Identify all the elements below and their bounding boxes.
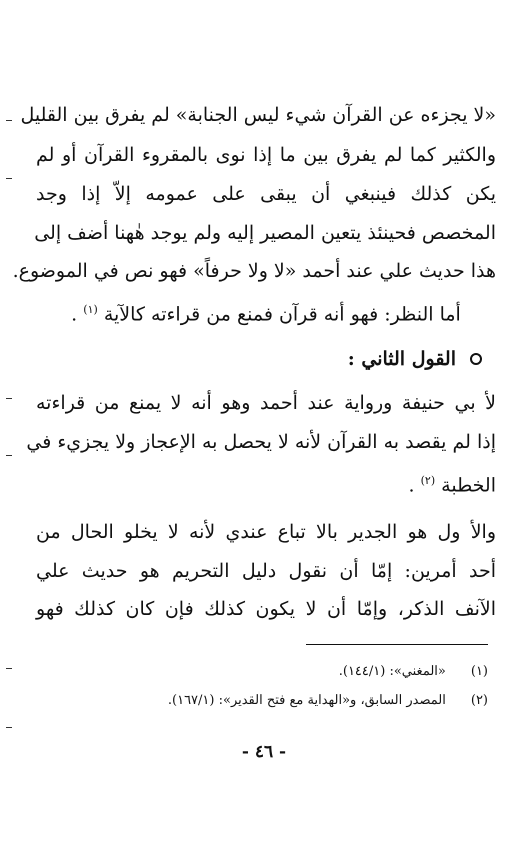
period: .	[71, 303, 78, 326]
scan-margin-mark	[6, 398, 12, 399]
body-line-centered	[36, 295, 496, 325]
scan-margin-mark	[6, 455, 12, 456]
body-line: أحد أمرين: إمّا أن نقول دليل التحريم هو حديث علي	[36, 560, 496, 582]
footnote-text: المصدر السابق، و«الهداية مع فتح القدير»: (١٦٧/١).	[167, 693, 446, 708]
footnote-divider	[306, 644, 488, 645]
body-line: هذا حديث علي عند أحمد «لا ولا حرفاً» فهو نص في الموضوع.	[12, 260, 496, 282]
period: .	[408, 474, 415, 497]
body-line: والكثير كما لم يفرق بين ما إذا نوى بالمقروء القرآن أو لم	[36, 144, 496, 166]
footnote-ref: (٢)	[420, 474, 436, 487]
footnote	[36, 661, 488, 683]
footnote-number: (٢)	[470, 693, 488, 708]
body-text: أما النظر: فهو أنه قرآن فمنع من قراءته كالآية	[103, 303, 461, 326]
body-line: المخصص فحينئذ يتعين المصير إليه ولم يوجد هٰهنا أضف إلى	[34, 222, 496, 244]
body-line-last	[36, 466, 496, 496]
body-line: إذا لم يقصد به القرآن لأنه لا يحصل به الإعجاز ولا يجزيء في	[26, 431, 496, 453]
page-number: - ٤٦ -	[241, 742, 287, 762]
body-line: والأ ول هو الجدير بالا تباع عندي لأنه لا يخلو الحال من	[36, 521, 496, 543]
body-text: الخطبة	[441, 474, 496, 497]
body-line: لأ بي حنيفة ورواية عند أحمد وهو أنه لا يمنع من قراءته	[36, 392, 496, 414]
footnote-number: (١)	[470, 664, 488, 679]
scan-margin-mark	[6, 120, 12, 121]
footnote-ref: (١)	[83, 303, 98, 316]
body-line: الآنف الذكر، وإمّا أن لا يكون كذلك فإن كان كذلك فهو	[36, 598, 496, 620]
footnote-text: «المغني»: (١٤٤/١).	[338, 664, 446, 679]
scan-margin-mark	[6, 668, 12, 669]
scan-margin-mark	[6, 178, 12, 179]
scan-margin-mark	[6, 727, 12, 728]
bullet-circle-icon	[470, 353, 482, 365]
footnote	[36, 690, 488, 712]
body-line: يكن كذلك فينبغي أن يبقى على عمومه إلاّ إذا وجد	[36, 183, 496, 205]
body-line: «لا يجزءه عن القرآن شيء ليس الجنابة» لم يفرق بين القليل	[20, 104, 496, 126]
section-heading: القول الثاني :	[347, 348, 456, 370]
